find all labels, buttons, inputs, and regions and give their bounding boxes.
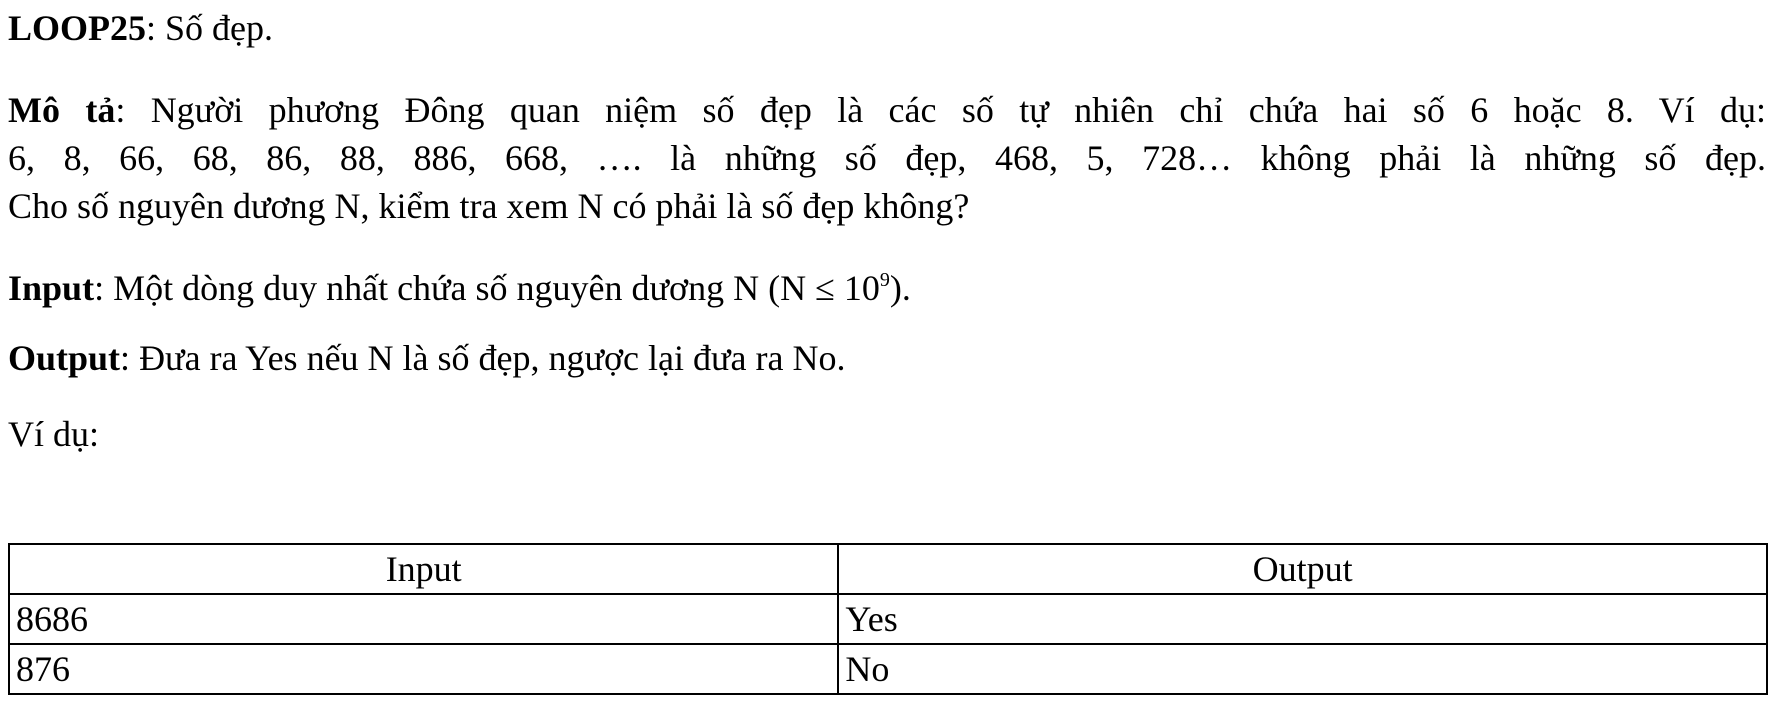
table-cell-input: 876: [9, 644, 838, 694]
example-table: [8, 543, 1768, 695]
description-label: Mô tả: [8, 90, 116, 130]
description-line-1: [8, 86, 1766, 134]
input-text: Một dòng duy nhất chứa số nguyên dương N (N ≤ 10: [113, 268, 880, 308]
problem-name: Số đẹp.: [165, 8, 274, 48]
description-line-2: [8, 134, 1766, 182]
table-header-output: Output: [838, 544, 1767, 594]
problem-code: LOOP25: [8, 8, 147, 48]
table-header-input: Input: [9, 544, 838, 594]
input-exponent: 9: [879, 269, 890, 291]
title-separator: :: [146, 8, 166, 48]
output-text: Đưa ra Yes nếu N là số đẹp, ngược lại đưa ra No.: [139, 338, 846, 378]
table-cell-output: No: [838, 644, 1767, 694]
table-row: [9, 594, 1767, 644]
input-spec: [8, 264, 911, 312]
output-label: Output: [8, 338, 121, 378]
description-text-1: Người phương Đông quan niệm số đẹp là các số tự nhiên chỉ chứa hai số 6 hoặc 8. Ví dụ:: [150, 90, 1766, 130]
description-text-3: Cho số nguyên dương N, kiểm tra xem N có phải là số đẹp không?: [8, 186, 970, 226]
output-spec: [8, 334, 845, 382]
input-label: Input: [8, 268, 95, 308]
input-separator: :: [94, 268, 114, 308]
example-heading: Ví dụ:: [8, 414, 100, 454]
table-header-row: [9, 544, 1767, 594]
table-cell-output: Yes: [838, 594, 1767, 644]
description-text-2: 6, 8, 66, 68, 86, 88, 886, 668, …. là những số đẹp, 468, 5, 728… không phải là những số đẹp.: [8, 138, 1766, 178]
input-suffix: ).: [889, 268, 911, 308]
output-separator: :: [120, 338, 140, 378]
description-separator: :: [115, 90, 151, 130]
table-row: [9, 644, 1767, 694]
description-line-3: [8, 182, 969, 230]
table-cell-input: 8686: [9, 594, 838, 644]
problem-title: [8, 4, 273, 52]
